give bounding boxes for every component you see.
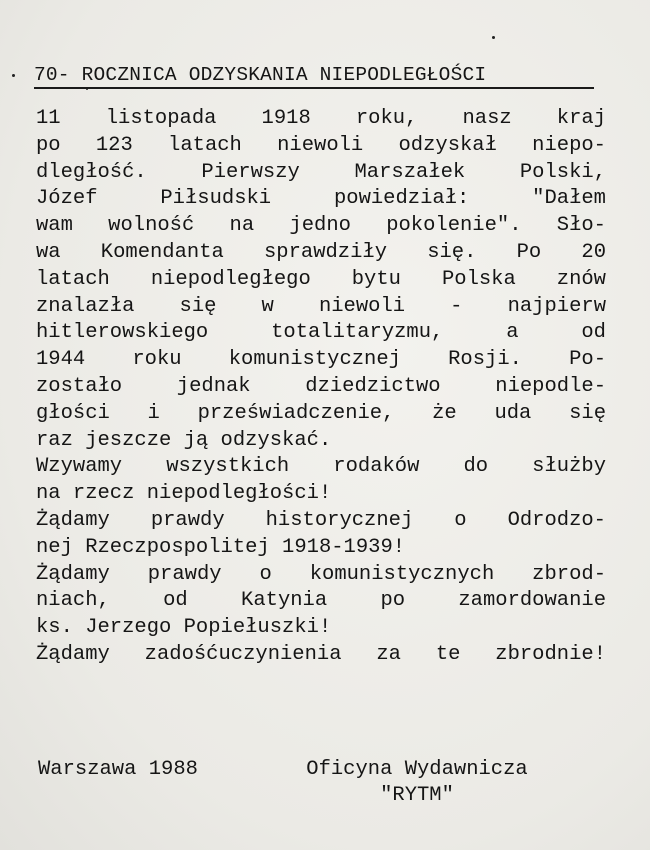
body-line: Józef Piłsudski powiedział: "Dałem — [36, 187, 606, 211]
body-line: latach niepodległego bytu Polska znów — [36, 267, 606, 291]
document-body — [36, 106, 606, 669]
body-line: hitlerowskiego totalitaryzmu, a od — [36, 321, 606, 345]
body-line: głości i przeświadczenie, że uda się — [36, 401, 606, 425]
body-line: 1944 roku komunistycznej Rosji. Po- — [36, 348, 606, 372]
body-line: na rzecz niepodległości! — [36, 482, 332, 506]
publisher-name: Oficyna Wydawnicza — [306, 758, 528, 781]
body-line: Wzywamy wszystkich rodaków do służby — [36, 455, 606, 479]
body-line: znalazła się w niewoli - najpierw — [36, 294, 606, 318]
body-line: ks. Jerzego Popiełuszki! — [36, 616, 332, 640]
body-line: nej Rzeczpospolitej 1918-1939! — [36, 535, 406, 559]
place-and-year: Warszawa 1988 — [38, 758, 198, 781]
document-title: 70- ROCZNICA ODZYSKANIA NIEPODLEGŁOŚCI — [34, 64, 594, 89]
body-line: wam wolność na jedno pokolenie". Sło- — [36, 214, 606, 238]
body-line: po 123 latach niewoli odzyskał niepo- — [36, 133, 606, 157]
body-line: Żądamy prawdy historycznej o Odrodzo- — [36, 508, 606, 532]
body-line: wa Komendanta sprawdziły się. Po 20 — [36, 240, 606, 264]
body-line: dległość. Pierwszy Marszałek Polski, — [36, 160, 606, 184]
body-line: Żądamy zadośćuczynienia za te zbrodnie! — [36, 642, 606, 666]
publisher-imprint: "RYTM" — [380, 784, 454, 807]
body-line: niach, od Katynia po zamordowanie — [36, 589, 606, 613]
body-line: zostało jednak dziedzictwo niepodle- — [36, 374, 606, 398]
body-line: 11 listopada 1918 roku, nasz kraj — [36, 107, 606, 130]
print-speck — [12, 74, 15, 77]
publisher — [282, 757, 552, 809]
body-line: Żądamy prawdy o komunistycznych zbrod- — [36, 562, 606, 586]
body-line: raz jeszcze ją odzyskać. — [36, 428, 332, 452]
print-speck — [492, 36, 495, 39]
